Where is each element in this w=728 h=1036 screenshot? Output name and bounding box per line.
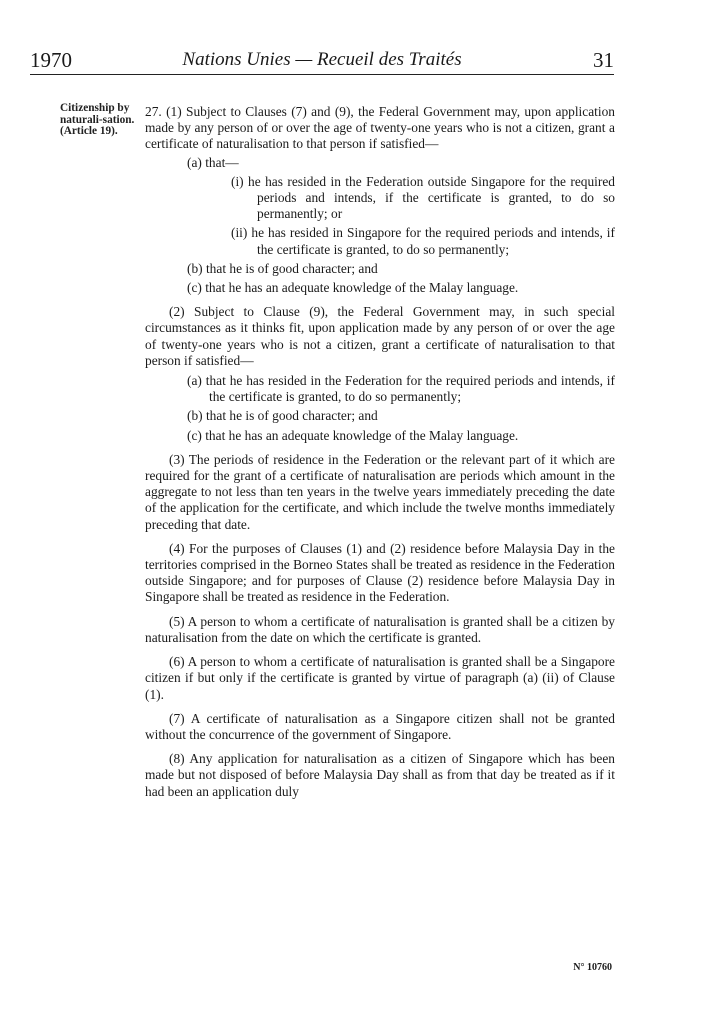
clause-2-a: (a) that he has resided in the Federation for the required periods and intends, if the certificate is granted, to do so permanently; — [187, 373, 615, 405]
margin-note: Citizenship by naturali-sation. (Article 19). — [60, 102, 135, 137]
paragraph-27-7: (7) A certificate of naturalisation as a Singapore citizen shall not be granted without the concurrence of the government of Singapore. — [145, 710, 615, 742]
document-body — [145, 104, 615, 800]
paragraph-27-8: (8) Any application for naturalisation as a citizen of Singapore which has been made but not disposed of before Malaysia Day shall as from that day be treated as if it had been an application duly — [145, 751, 615, 799]
paragraph-27-4: (4) For the purposes of Clauses (1) and (2) residence before Malaysia Day in the territories comprised in the Borneo States shall be treated as residence in the Federation outside Singapore; and for purposes of Clause (2) residence before Malaysia Day in Singapore shall be treated as residence in the Federation. — [145, 540, 615, 605]
paragraph-27-3: (3) The periods of residence in the Federation or the relevant part of it which are required for the grant of a certificate of naturalisation are periods which amount in the aggregate to not less than ten years in the twelve years immediately preceding the date of the application for the certificate, and which include the twelve months immediately preceding that date. — [145, 451, 615, 532]
paragraph-27-5: (5) A person to whom a certificate of naturalisation is granted shall be a citizen by naturalisation from the date on which the certificate is granted. — [145, 613, 615, 645]
paragraph-27-6: (6) A person to whom a certificate of naturalisation is granted shall be a Singapore citizen if but only if the certificate is granted by virtue of paragraph (a) (ii) of Clause (1). — [145, 654, 615, 702]
clause-1-a-i: (i) he has resided in the Federation outside Singapore for the required periods and intends, if the certificate is granted, to do so permanently; or — [231, 173, 615, 222]
page-header — [30, 48, 614, 75]
clause-1-a: (a) that— — [187, 154, 239, 170]
header-title: Nations Unies — Recueil des Traités — [182, 49, 462, 70]
document-number: N° 10760 — [573, 962, 612, 973]
clause-2-c: (c) that he has an adequate knowledge of the Malay language. — [187, 427, 519, 443]
header-year: 1970 — [30, 48, 72, 72]
clause-2-b: (b) that he is of good character; and — [187, 408, 378, 424]
paragraph-27-2: (2) Subject to Clause (9), the Federal Government may, in such special circumstances as it thinks fit, upon application made by any person of or over the age of twenty-one years who is not a citizen, grant a certificate of naturalisation to that person if satisfied— — [145, 304, 615, 368]
page-number: 31 — [593, 48, 614, 72]
clause-1-b: (b) that he is of good character; and — [187, 260, 378, 276]
clause-1-c: (c) that he has an adequate knowledge of the Malay language. — [187, 280, 519, 296]
paragraph-27-1: 27. (1) Subject to Clauses (7) and (9), the Federal Government may, upon application made by any person of or over the age of twenty-one years who is not a citizen, grant a certificate of naturalisation to that person if satisfied— — [145, 104, 615, 152]
clause-1-a-ii: (ii) he has resided in Singapore for the required periods and intends, if the certificate is granted, to do so permanently; — [231, 225, 615, 257]
